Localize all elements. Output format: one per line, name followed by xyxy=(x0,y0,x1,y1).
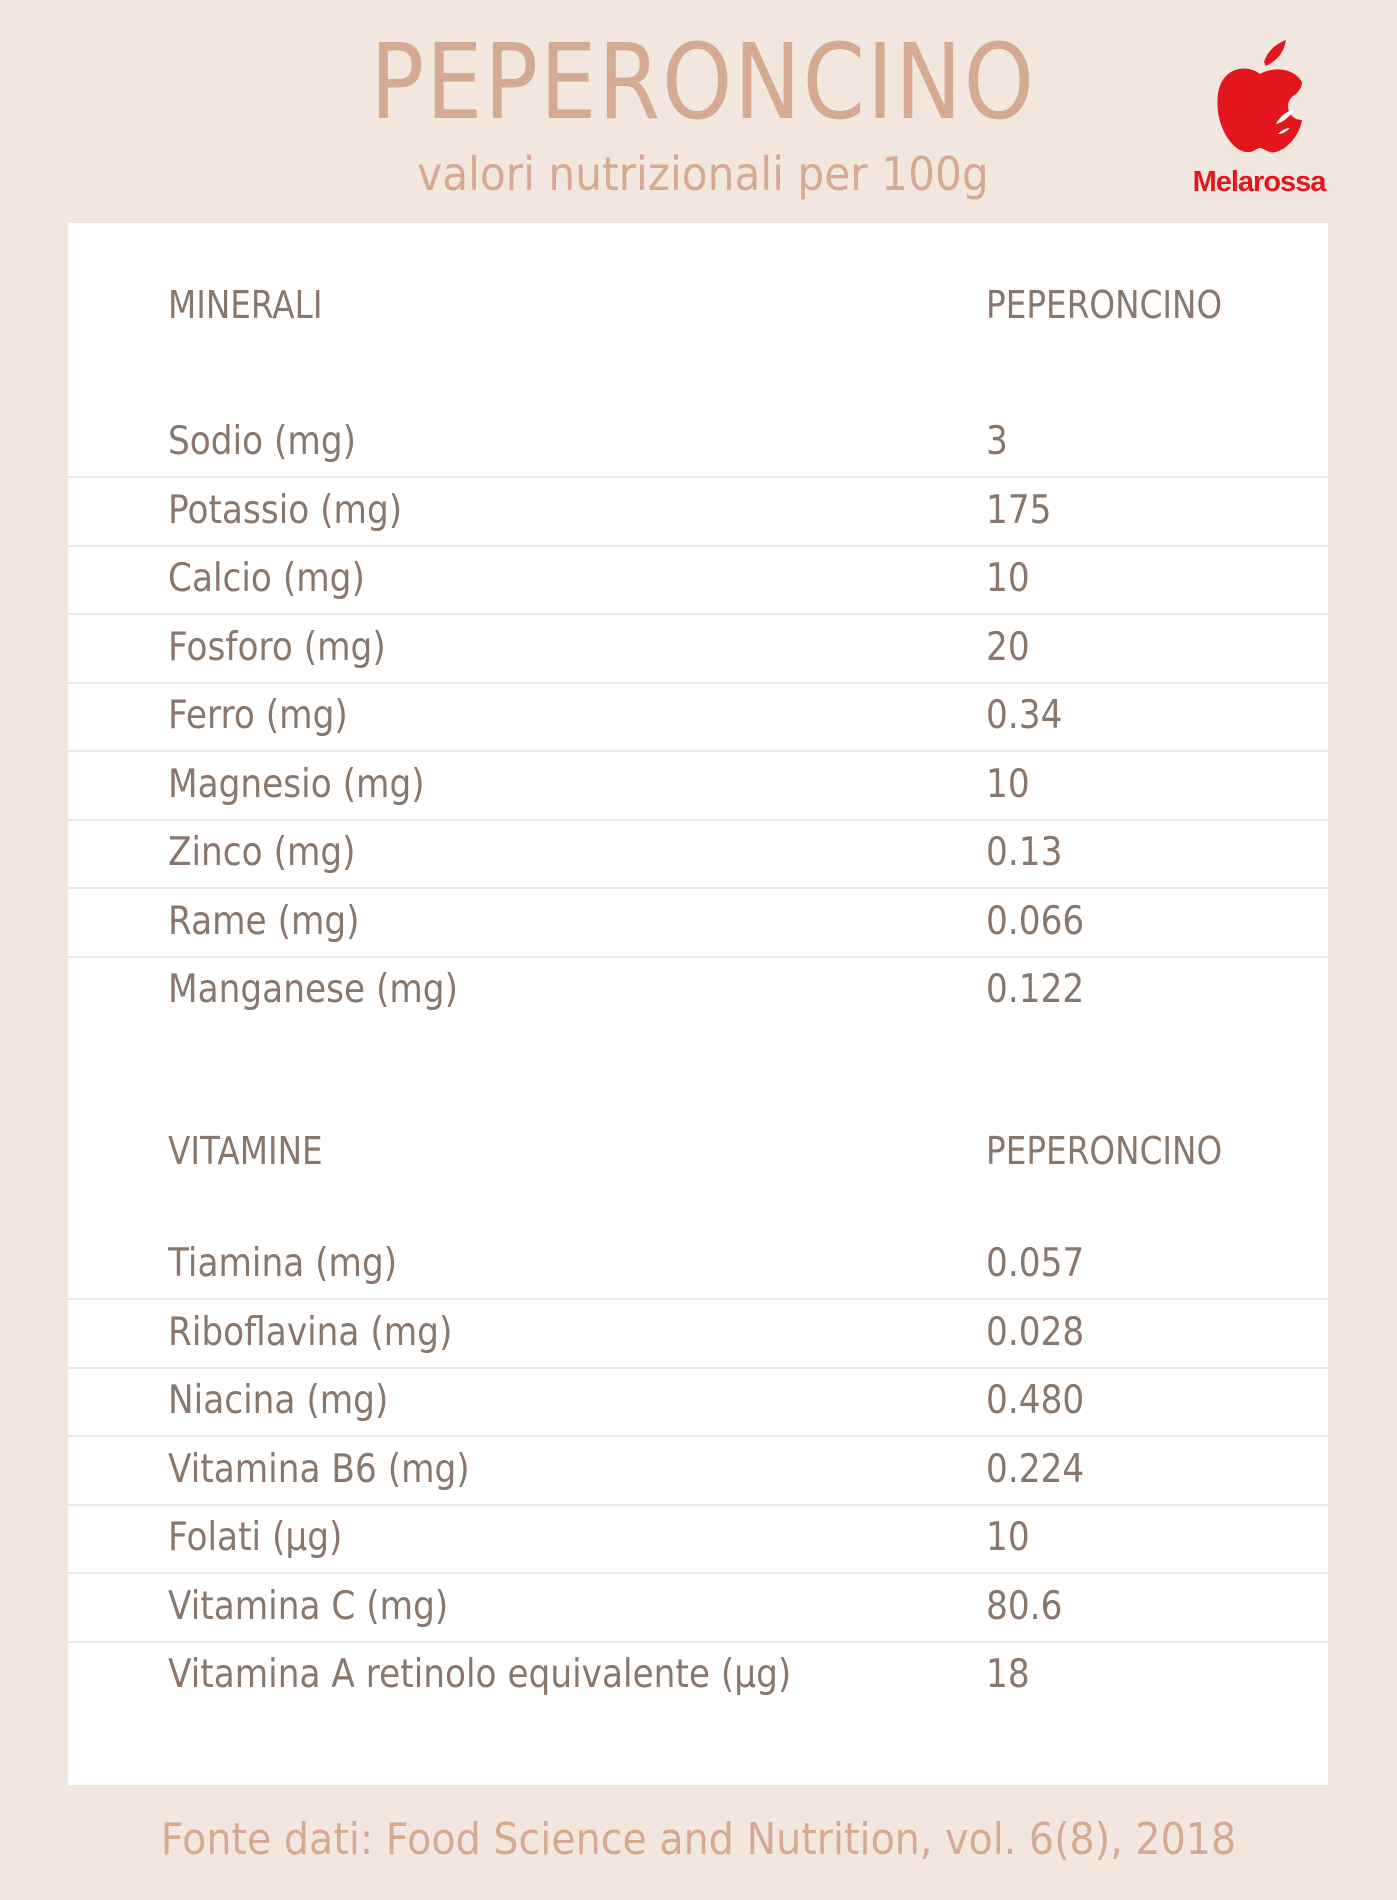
nutrient-name: Sodio (mg) xyxy=(168,419,357,464)
nutrient-name: Calcio (mg) xyxy=(168,556,365,601)
table-row xyxy=(68,819,1328,889)
table-row xyxy=(68,1573,1328,1643)
table-row xyxy=(68,1504,1328,1574)
nutrient-value: 0.057 xyxy=(986,1241,1085,1286)
nutrient-name: Riboflavina (mg) xyxy=(168,1309,453,1355)
nutrient-value: 10 xyxy=(986,1515,1030,1560)
table-row xyxy=(68,1367,1328,1437)
nutrient-name: Zinco (mg) xyxy=(168,830,356,875)
table-row xyxy=(68,477,1328,547)
nutrient-value: 0.34 xyxy=(986,693,1063,738)
apple-icon xyxy=(1214,38,1306,158)
nutrient-value: 175 xyxy=(986,487,1052,533)
table-row xyxy=(68,888,1328,958)
table-row xyxy=(68,1436,1328,1506)
nutrient-value: 10 xyxy=(986,556,1030,601)
header xyxy=(0,0,1397,222)
nutrient-value: 3 xyxy=(986,419,1008,464)
minerals-header xyxy=(68,275,1328,335)
vitamins-column-header: PEPERONCINO xyxy=(986,1129,1223,1173)
nutrient-value: 0.028 xyxy=(986,1309,1085,1355)
nutrient-value: 0.224 xyxy=(986,1446,1085,1492)
table-row xyxy=(68,751,1328,821)
nutrient-name: Folati (µg) xyxy=(168,1515,343,1560)
nutrient-value: 10 xyxy=(986,761,1030,807)
source-note: Fonte dati: Food Science and Nutrition, vol. 6(8), 2018 xyxy=(160,1814,1237,1865)
nutrient-value: 20 xyxy=(986,624,1030,670)
minerals-column-header: PEPERONCINO xyxy=(986,283,1223,327)
nutrient-name: Magnesio (mg) xyxy=(168,761,425,807)
nutrient-value: 80.6 xyxy=(986,1583,1063,1629)
nutrient-name: Ferro (mg) xyxy=(168,693,348,738)
nutrient-name: Vitamina C (mg) xyxy=(168,1583,449,1629)
nutrient-name: Potassio (mg) xyxy=(168,487,403,533)
table-row xyxy=(68,408,1328,478)
minerals-label: MINERALI xyxy=(168,283,323,327)
nutrient-name: Vitamina B6 (mg) xyxy=(168,1446,470,1492)
nutrient-value: 0.066 xyxy=(986,898,1085,944)
nutrition-table xyxy=(68,223,1328,1785)
page-subtitle: valori nutrizionali per 100g xyxy=(417,147,989,201)
nutrient-name: Rame (mg) xyxy=(168,898,360,944)
vitamins-header xyxy=(68,1121,1328,1181)
brand-name: Melarossa xyxy=(1192,166,1326,198)
nutrient-value: 0.480 xyxy=(986,1378,1085,1423)
table-row xyxy=(68,956,1328,1024)
table-row xyxy=(68,614,1328,684)
table-row xyxy=(68,545,1328,615)
nutrient-value: 0.13 xyxy=(986,830,1063,875)
table-row xyxy=(68,1641,1328,1709)
brand-logo[interactable] xyxy=(1184,38,1334,203)
nutrient-name: Vitamina A retinolo equivalente (µg) xyxy=(168,1652,792,1697)
nutrient-name: Niacina (mg) xyxy=(168,1378,389,1423)
nutrient-name: Fosforo (mg) xyxy=(168,624,386,670)
table-row xyxy=(68,682,1328,752)
vitamins-label: VITAMINE xyxy=(168,1129,323,1173)
table-row xyxy=(68,1230,1328,1300)
nutrient-name: Tiamina (mg) xyxy=(168,1241,398,1286)
nutrient-name: Manganese (mg) xyxy=(168,967,458,1012)
page-title: PEPERONCINO xyxy=(370,21,1036,143)
table-row xyxy=(68,1299,1328,1369)
nutrient-value: 0.122 xyxy=(986,967,1085,1012)
nutrient-value: 18 xyxy=(986,1652,1030,1697)
